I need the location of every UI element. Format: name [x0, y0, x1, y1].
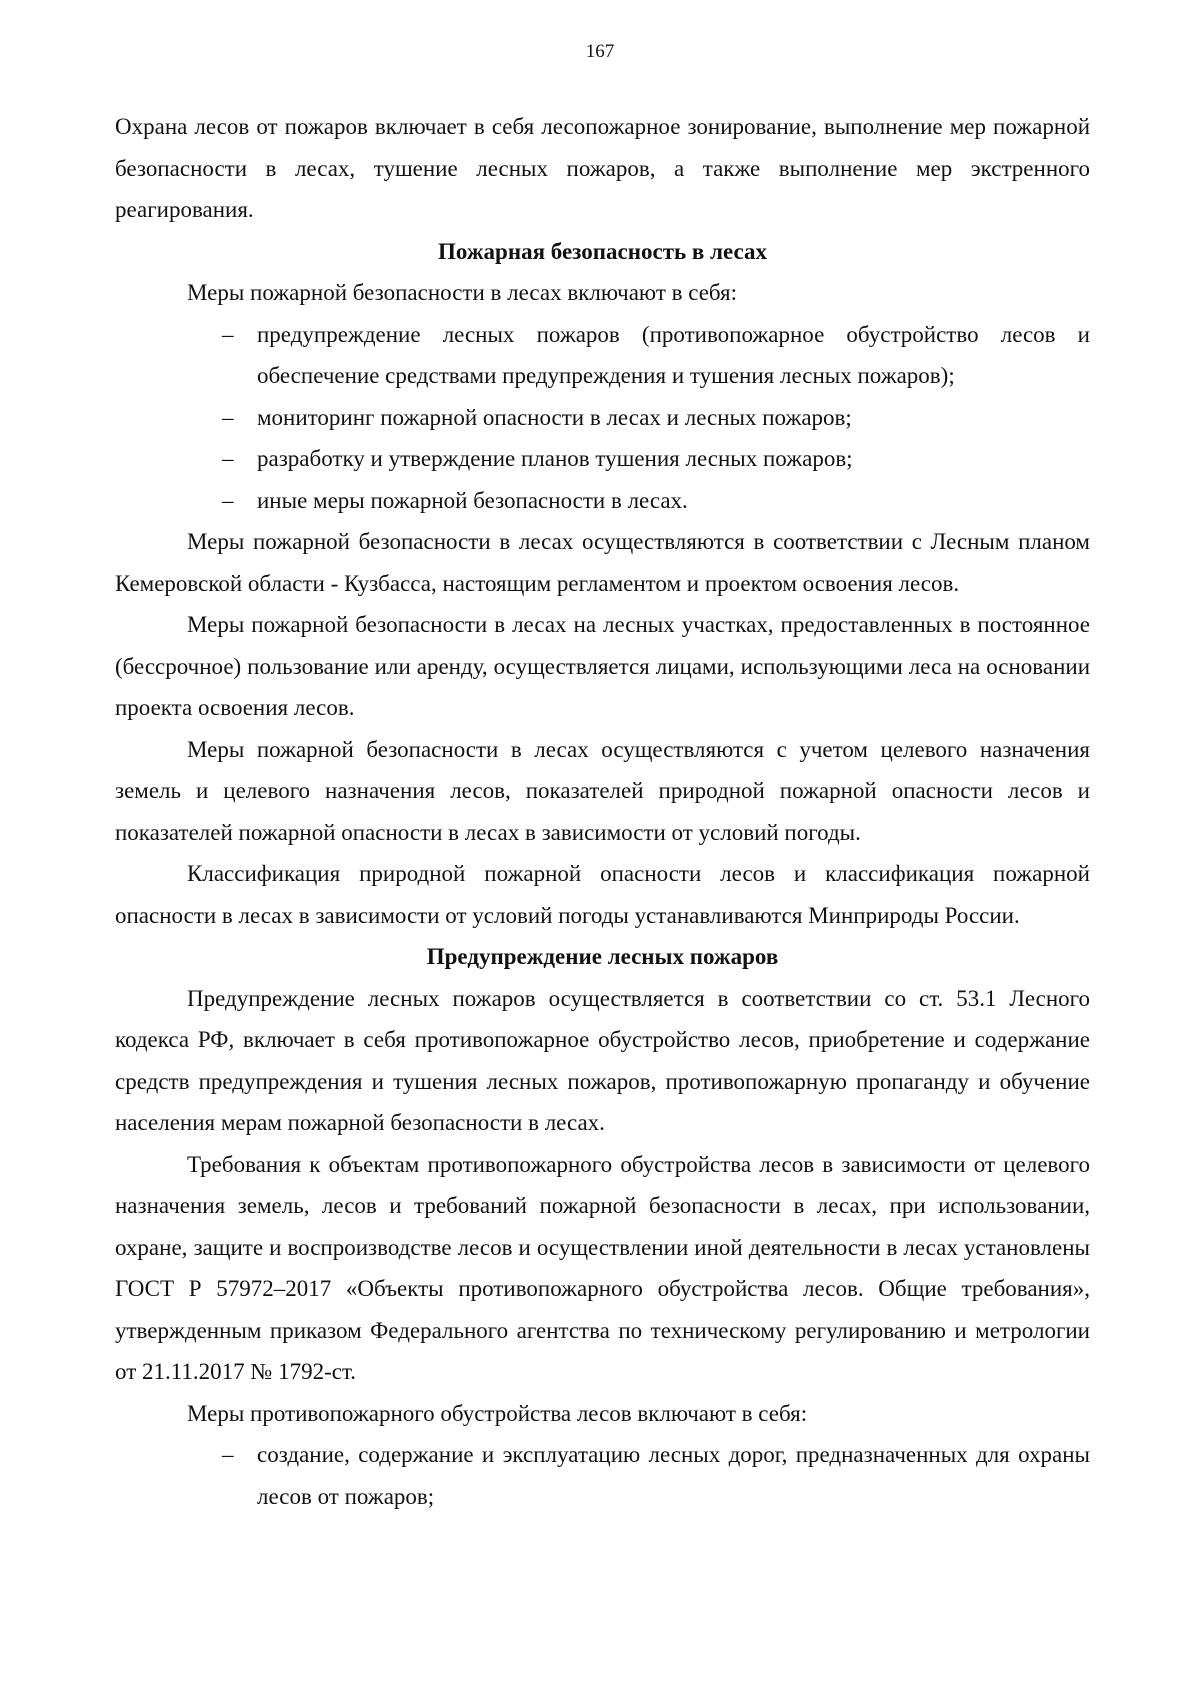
dash-bullet: –	[222, 321, 234, 347]
paragraph: Требования к объектам противопожарного обустройства лесов в зависимости от целевого назначения земель, лесов и требований пожарной безопасности в лесах, при использовании, охране, защите и воспроизводстве лесов и осуществлении иной деятельности в лесах установлены ГОСТ Р 57972–2017 «Объекты противопожарного обустройства лесов. Общие требования», утвержденным приказом Федерального агентства по техническому регулированию и метрологии от 21.11.2017 № 1792-ст.	[115, 1151, 1090, 1384]
list-item-text: разработку и утверждение планов тушения лесных пожаров;	[257, 446, 853, 471]
bullet-list	[115, 314, 1090, 522]
dash-bullet: –	[222, 1442, 234, 1467]
list-item	[115, 480, 1090, 522]
paragraph: Меры пожарной безопасности в лесах на лесных участках, предоставленных в постоянное (бессрочное) пользование или аренду, осуществляется лицами, использующими леса на основании проекта освоения лесов.	[115, 612, 1090, 720]
dash-bullet: –	[222, 487, 234, 513]
list-item-text: создание, содержание и эксплуатацию лесных дорог, предназначенных для охраны лесов от пожаров;	[257, 1442, 1090, 1509]
list-item	[115, 314, 1090, 397]
bullet-list	[115, 1434, 1090, 1517]
list-item	[115, 1434, 1090, 1517]
paragraph: Меры пожарной безопасности в лесах осуществляются в соответствии с Лесным планом Кемеровской области - Кузбасса, настоящим регламентом и проектом освоения лесов.	[115, 529, 1090, 596]
dash-bullet: –	[222, 446, 234, 471]
list-item	[115, 438, 1090, 480]
list-item	[115, 397, 1090, 439]
dash-bullet: –	[222, 404, 234, 430]
section-heading: Пожарная безопасность в лесах	[438, 238, 767, 264]
paragraph: Предупреждение лесных пожаров осуществляется в соответствии со ст. 53.1 Лесного кодекса РФ, включает в себя противопожарное обустройство лесов, приобретение и содержание средств предупреждения и тушения лесных пожаров, противопожарную пропаганду и обучение населения мерам пожарной безопасности в лесах.	[115, 985, 1090, 1135]
paragraph: Меры противопожарного обустройства лесов включают в себя:	[187, 1400, 808, 1426]
paragraph: Классификация природной пожарной опасности лесов и классификация пожарной опасности в лесах в зависимости от условий погоды устанавливаются Минприроды России.	[115, 861, 1090, 928]
page-number: 167	[585, 41, 615, 62]
list-item-text: предупреждение лесных пожаров (противопожарное обустройство лесов и обеспечение средствами предупреждения и тушения лесных пожаров);	[257, 321, 1090, 388]
paragraph: Меры пожарной безопасности в лесах осуществляются с учетом целевого назначения земель и целевого назначения лесов, показателей природной пожарной опасности лесов и показателей пожарной опасности в лесах в зависимости от условий погоды.	[115, 736, 1090, 845]
list-item-text: иные меры пожарной безопасности в лесах.	[257, 487, 688, 513]
paragraph: Охрана лесов от пожаров включает в себя лесопожарное зонирование, выполнение мер пожарной безопасности в лесах, тушение лесных пожаров, а также выполнение мер экстренного реагирования.	[115, 114, 1090, 222]
list-item-text: мониторинг пожарной опасности в лесах и лесных пожаров;	[257, 404, 852, 430]
paragraph: Меры пожарной безопасности в лесах включают в себя:	[187, 280, 738, 305]
section-heading: Предупреждение лесных пожаров	[426, 944, 779, 969]
document-body	[115, 106, 1090, 1517]
